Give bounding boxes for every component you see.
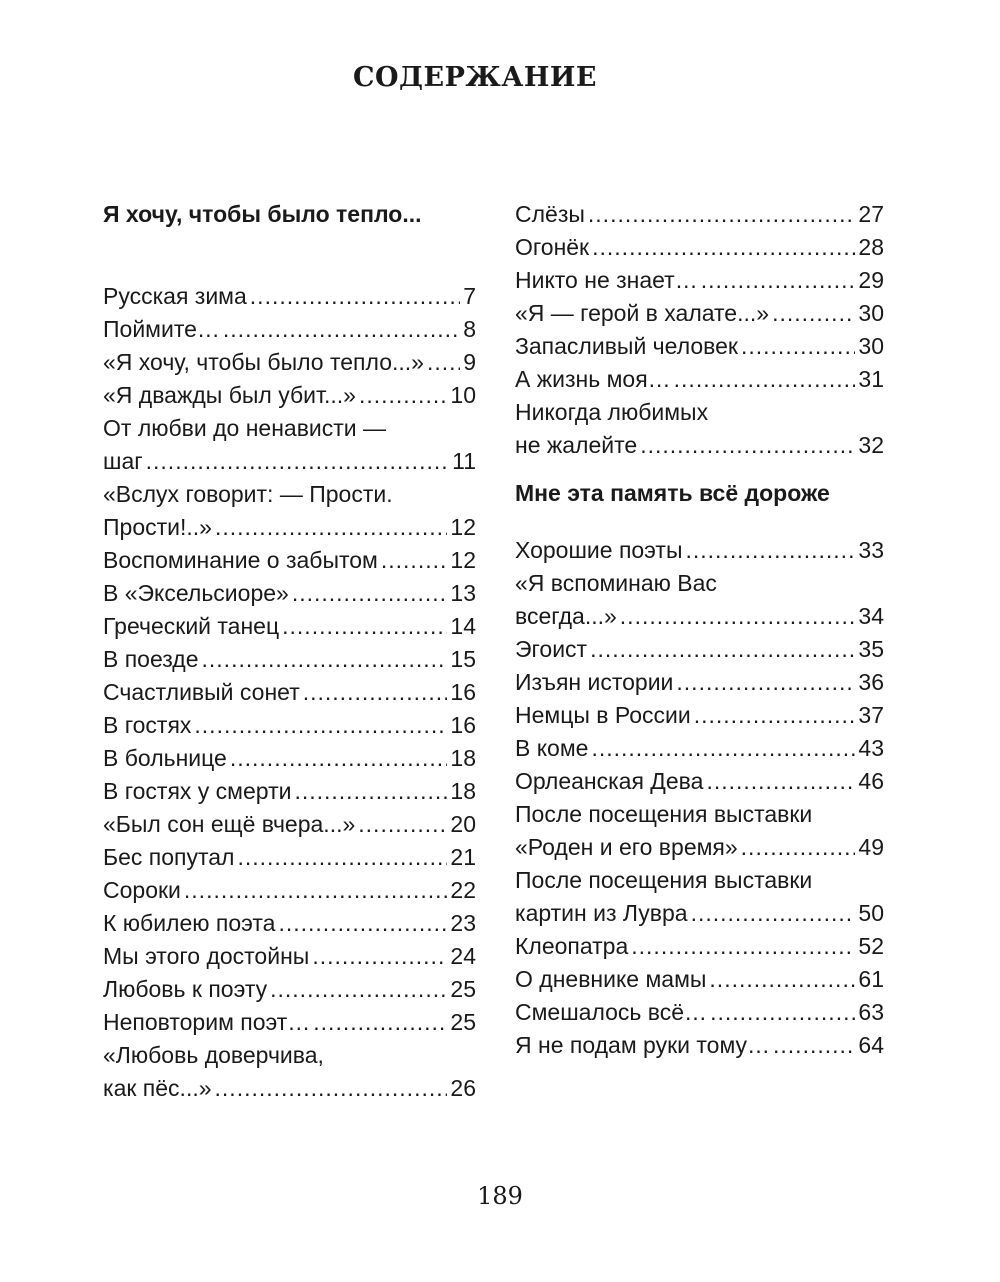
toc-entry-title: Слёзы bbox=[515, 201, 585, 227]
section-heading: Мне эта память всё дороже bbox=[515, 480, 830, 506]
dot-leader bbox=[706, 765, 855, 798]
toc-entry-title: Греческий танец bbox=[103, 613, 280, 639]
dot-leader bbox=[710, 996, 855, 1029]
toc-entry-title: Никто не знает… bbox=[515, 267, 698, 293]
toc-entry bbox=[515, 930, 884, 963]
toc-entry bbox=[103, 313, 476, 346]
toc-entry bbox=[103, 1039, 476, 1105]
toc-entry-page: 7 bbox=[463, 283, 476, 309]
toc-entry-page: 10 bbox=[450, 382, 476, 408]
toc-entry-page: 49 bbox=[858, 834, 884, 860]
toc-entry bbox=[515, 798, 884, 864]
toc-entry-page: 25 bbox=[450, 1009, 476, 1035]
toc-entry-page: 14 bbox=[450, 613, 476, 639]
dot-leader bbox=[591, 732, 855, 765]
toc-entry-title: В «Эксельсиоре» bbox=[103, 580, 289, 606]
dot-leader bbox=[250, 280, 460, 313]
toc-entry-page: 31 bbox=[858, 366, 884, 392]
toc-entry-title: В поезде bbox=[103, 646, 199, 672]
dot-leader bbox=[772, 297, 855, 330]
toc-entry bbox=[515, 264, 884, 297]
dot-leader bbox=[694, 699, 856, 732]
toc-entry-title-line: «Я вспоминаю Вас bbox=[515, 570, 717, 596]
toc-entry-title: А жизнь моя… bbox=[515, 366, 671, 392]
toc-entry bbox=[103, 874, 476, 907]
toc-entry bbox=[103, 676, 476, 709]
toc-entry-title: Эгоист bbox=[515, 636, 588, 662]
dot-leader bbox=[146, 445, 449, 478]
toc-entry-title: О дневнике мамы bbox=[515, 966, 707, 992]
toc-entry-title: Бес попутал bbox=[103, 844, 235, 870]
dot-leader bbox=[381, 544, 448, 577]
dot-leader bbox=[701, 264, 856, 297]
toc-entry-title: как пёс...» bbox=[103, 1075, 212, 1101]
dot-leader bbox=[278, 907, 447, 940]
toc-entry bbox=[515, 765, 884, 798]
dot-leader bbox=[691, 897, 856, 930]
dot-leader bbox=[230, 742, 448, 775]
toc-entry-title: «Я дважды был убит...» bbox=[103, 382, 356, 408]
toc-entry-title: Любовь к поэту bbox=[103, 976, 268, 1002]
toc-entry bbox=[515, 963, 884, 996]
toc-entry bbox=[103, 940, 476, 973]
toc-entry-page: 35 bbox=[858, 636, 884, 662]
toc-entry-page: 12 bbox=[450, 547, 476, 573]
toc-entry bbox=[515, 732, 884, 765]
toc-entry bbox=[103, 577, 476, 610]
dot-leader bbox=[194, 709, 447, 742]
toc-entry-page: 13 bbox=[450, 580, 476, 606]
dot-leader bbox=[358, 808, 447, 841]
toc-entry-title: В коме bbox=[515, 735, 589, 761]
dot-leader bbox=[674, 363, 856, 396]
toc-entry-title: Сороки bbox=[103, 877, 181, 903]
toc-right-column bbox=[515, 198, 884, 1062]
dot-leader bbox=[303, 676, 448, 709]
toc-entry-page: 16 bbox=[450, 712, 476, 738]
dot-leader bbox=[294, 775, 447, 808]
dot-leader bbox=[312, 940, 447, 973]
toc-entry bbox=[515, 231, 884, 264]
toc-entry-page: 52 bbox=[858, 933, 884, 959]
toc-entry-title: Русская зима bbox=[103, 283, 247, 309]
dot-leader bbox=[631, 930, 855, 963]
toc-entry-title: Мы этого достойны bbox=[103, 943, 310, 969]
toc-entry-page: 30 bbox=[858, 333, 884, 359]
toc-entry-title-line: После посещения выставки bbox=[515, 867, 813, 893]
dot-leader bbox=[427, 346, 460, 379]
toc-entry-title-line: После посещения выставки bbox=[515, 801, 813, 827]
toc-entry-title: В гостях bbox=[103, 712, 192, 738]
toc-entry-page: 24 bbox=[450, 943, 476, 969]
toc-entry-title: Воспоминание о забытом bbox=[103, 547, 378, 573]
toc-entry bbox=[103, 379, 476, 412]
dot-leader bbox=[640, 429, 855, 462]
dot-leader bbox=[270, 973, 447, 1006]
toc-entry-page: 46 bbox=[858, 768, 884, 794]
dot-leader bbox=[685, 534, 855, 567]
dot-leader bbox=[620, 600, 856, 633]
toc-entry-title: Счастливый сонет bbox=[103, 679, 300, 705]
toc-entry-title: Запасливый человек bbox=[515, 333, 738, 359]
toc-entry-page: 23 bbox=[450, 910, 476, 936]
toc-entry-title: Хорошие поэты bbox=[515, 537, 683, 563]
toc-entry-page: 64 bbox=[858, 1032, 884, 1058]
toc-entry bbox=[515, 699, 884, 732]
toc-entry-page: 26 bbox=[450, 1075, 476, 1101]
toc-entry bbox=[515, 198, 884, 231]
toc-entry-page: 28 bbox=[858, 234, 884, 260]
toc-entry bbox=[103, 643, 476, 676]
toc-entry-page: 61 bbox=[858, 966, 884, 992]
toc-entry bbox=[515, 396, 884, 462]
dot-leader bbox=[184, 874, 448, 907]
toc-entry-page: 18 bbox=[450, 778, 476, 804]
dot-leader bbox=[223, 313, 460, 346]
page-title: СОДЕРЖАНИЕ bbox=[353, 62, 597, 93]
dot-leader bbox=[741, 330, 855, 363]
toc-entry bbox=[103, 412, 476, 478]
toc-entry-page: 12 bbox=[450, 514, 476, 540]
toc-entry bbox=[515, 567, 884, 633]
toc-entry-page: 37 bbox=[858, 702, 884, 728]
dot-leader bbox=[741, 831, 856, 864]
toc-entry-title: «Я хочу, чтобы было тепло...» bbox=[103, 349, 424, 375]
toc-entry bbox=[103, 775, 476, 808]
toc-entry-title: шаг bbox=[103, 448, 143, 474]
toc-entry-page: 32 bbox=[858, 432, 884, 458]
toc-entry-page: 18 bbox=[450, 745, 476, 771]
toc-entry-title: «Я — герой в халате...» bbox=[515, 300, 770, 326]
toc-entry-list bbox=[515, 198, 884, 462]
toc-entry bbox=[515, 633, 884, 666]
dot-leader bbox=[237, 841, 447, 874]
toc-entry bbox=[515, 666, 884, 699]
toc-entry-title-line: От любви до ненависти — bbox=[103, 415, 387, 441]
toc-entry-title: не жалейте bbox=[515, 432, 638, 458]
toc-entry-page: 50 bbox=[858, 900, 884, 926]
toc-entry bbox=[103, 709, 476, 742]
toc-entry-list bbox=[103, 280, 476, 1105]
toc-entry-page: 20 bbox=[450, 811, 476, 837]
toc-entry-page: 8 bbox=[463, 316, 476, 342]
toc-entry-title: Поймите… bbox=[103, 316, 220, 342]
toc-entry-title: всегда...» bbox=[515, 603, 617, 629]
toc-entry bbox=[515, 297, 884, 330]
toc-entry-page: 25 bbox=[450, 976, 476, 1002]
toc-entry-page: 30 bbox=[858, 300, 884, 326]
dot-leader bbox=[592, 231, 855, 264]
dot-leader bbox=[709, 963, 855, 996]
toc-left-column bbox=[103, 198, 476, 1105]
toc-entry-page: 29 bbox=[858, 267, 884, 293]
dot-leader bbox=[359, 379, 447, 412]
dot-leader bbox=[282, 610, 447, 643]
toc-entry-title-line: «Вслух говорит: — Прости. bbox=[103, 481, 393, 507]
toc-entry-page: 43 bbox=[858, 735, 884, 761]
toc-entry-title: Смешалось всё… bbox=[515, 999, 708, 1025]
toc-entry-title: Я не подам руки тому… bbox=[515, 1032, 771, 1058]
dot-leader bbox=[202, 643, 448, 676]
dot-leader bbox=[588, 198, 856, 231]
toc-entry-page: 27 bbox=[858, 201, 884, 227]
toc-entry-page: 63 bbox=[858, 999, 884, 1025]
toc-entry bbox=[515, 996, 884, 1029]
dot-leader bbox=[676, 666, 855, 699]
toc-entry bbox=[515, 330, 884, 363]
toc-entry-title: Клеопатра bbox=[515, 933, 629, 959]
toc-entry bbox=[103, 808, 476, 841]
toc-entry-list bbox=[515, 534, 884, 1062]
toc-entry-title: «Был сон ещё вчера...» bbox=[103, 811, 356, 837]
toc-entry-title: Изъян истории bbox=[515, 669, 674, 695]
toc-entry-page: 36 bbox=[858, 669, 884, 695]
toc-entry bbox=[103, 544, 476, 577]
toc-entry bbox=[103, 346, 476, 379]
toc-entry bbox=[103, 742, 476, 775]
dot-leader bbox=[215, 1072, 448, 1105]
dot-leader bbox=[773, 1029, 855, 1062]
dot-leader bbox=[313, 1006, 447, 1039]
toc-entry-title-line: «Любовь доверчива, bbox=[103, 1042, 324, 1068]
toc-entry bbox=[103, 478, 476, 544]
toc-entry-page: 16 bbox=[450, 679, 476, 705]
toc-entry-title: Неповторим поэт… bbox=[103, 1009, 311, 1035]
toc-entry bbox=[515, 534, 884, 567]
toc-entry-page: 11 bbox=[452, 448, 476, 474]
toc-entry-page: 33 bbox=[858, 537, 884, 563]
toc-entry bbox=[515, 864, 884, 930]
toc-entry-page: 21 bbox=[450, 844, 476, 870]
toc-entry-title: К юбилею поэта bbox=[103, 910, 276, 936]
dot-leader bbox=[215, 511, 447, 544]
toc-entry-title: Прости!..» bbox=[103, 514, 212, 540]
toc-entry bbox=[103, 610, 476, 643]
dot-leader bbox=[590, 633, 855, 666]
toc-entry bbox=[103, 1006, 476, 1039]
toc-entry-page: 22 bbox=[450, 877, 476, 903]
toc-entry-page: 34 bbox=[858, 603, 884, 629]
toc-entry-title: Немцы в России bbox=[515, 702, 691, 728]
toc-entry-title: Огонёк bbox=[515, 234, 590, 260]
toc-entry-title: картин из Лувра bbox=[515, 900, 688, 926]
toc-entry bbox=[515, 1029, 884, 1062]
toc-entry bbox=[103, 841, 476, 874]
toc-entry-page: 15 bbox=[450, 646, 476, 672]
toc-entry bbox=[103, 973, 476, 1006]
toc-entry bbox=[103, 280, 476, 313]
page-number: 189 bbox=[477, 1182, 523, 1210]
toc-entry-title: В больнице bbox=[103, 745, 227, 771]
toc-entry-title: «Роден и его время» bbox=[515, 834, 738, 860]
toc-entry bbox=[103, 907, 476, 940]
toc-entry-title: В гостях у смерти bbox=[103, 778, 292, 804]
toc-entry-page: 9 bbox=[463, 349, 476, 375]
toc-entry-title: Орлеанская Дева bbox=[515, 768, 704, 794]
toc-entry bbox=[515, 363, 884, 396]
section-heading: Я хочу, чтобы было тепло... bbox=[103, 201, 422, 227]
toc-entry-title-line: Никогда любимых bbox=[515, 399, 709, 425]
dot-leader bbox=[292, 577, 448, 610]
